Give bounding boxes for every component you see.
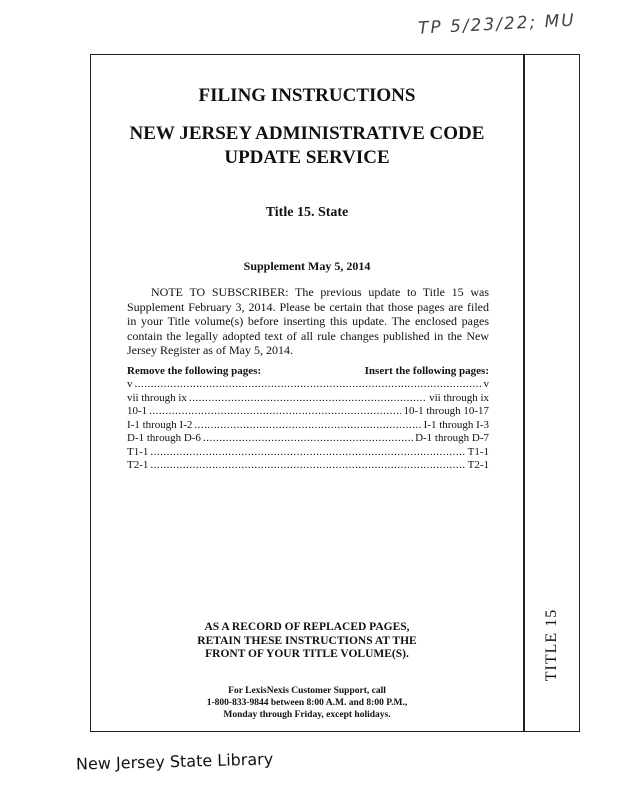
library-stamp: New Jersey State Library [75,749,274,774]
record-line: RETAIN THESE INSTRUCTIONS AT THE [197,634,417,647]
page-replacement-table [127,365,489,473]
table-row [127,446,489,460]
supplement-date: Supplement May 5, 2014 [243,259,371,273]
filing-instructions-sheet [90,54,580,732]
table-row [127,459,489,473]
remove-pages: vii through ix [127,391,187,404]
insert-pages: I-1 through I-3 [423,418,489,431]
insert-pages: vii through ix [429,391,489,404]
support-line: 1-800-833-9844 between 8:00 A.M. and 8:00 P.M., [206,698,408,708]
table-header [127,365,489,377]
remove-header: Remove the following pages: [127,365,262,377]
insert-header: Insert the following pages: [364,365,489,377]
insert-pages: v [483,378,489,390]
dot-leader [150,446,465,460]
remove-pages: T1-1 [127,445,149,458]
handwritten-annotation: TP 5/23/22; MU [417,10,577,39]
dot-leader [135,378,482,392]
remove-pages: v [127,378,133,390]
record-notice [91,621,523,662]
record-line: AS A RECORD OF REPLACED PAGES, [204,621,410,633]
record-line: FRONT OF YOUR TITLE VOLUME(S). [205,648,409,660]
tab-label: TITLE 15 [542,608,560,682]
table-row [127,405,489,419]
support-line: For LexisNexis Customer Support, call [228,686,386,696]
insert-pages: 10-1 through 10-17 [403,405,489,417]
support-line: Monday through Friday, except holidays. [223,710,391,720]
dot-leader [194,419,421,433]
subscriber-note: NOTE TO SUBSCRIBER: The previous update to Title 15 was Supplement February 3, 2014. Please be certain that those pages are filed in your Title volume(s) before inserting this update. The enclosed pages contain the legally adopted text of all rule changes published in the New Jersey Register as of May 5, 2014. [127,285,489,357]
customer-support-info [91,685,523,721]
sheet-content [91,55,523,731]
page-title: FILING INSTRUCTIONS [198,85,416,106]
insert-pages: T2-1 [467,459,489,471]
insert-pages: T1-1 [467,445,489,458]
remove-pages: I-1 through I-2 [127,418,193,431]
dot-leader [149,405,401,419]
code-title-line2: UPDATE SERVICE [224,147,390,168]
title-tab [524,55,579,731]
remove-pages: T2-1 [127,459,149,471]
remove-pages: D-1 through D-6 [127,432,201,444]
dot-leader [150,459,465,473]
code-title-line1: NEW JERSEY ADMINISTRATIVE CODE [129,123,485,144]
remove-pages: 10-1 [127,405,148,417]
dot-leader [189,392,427,406]
title-volume: Title 15. State [265,205,349,220]
table-row [127,378,489,392]
table-row [127,392,489,406]
table-row [127,432,489,446]
table-row [127,419,489,433]
insert-pages: D-1 through D-7 [415,432,489,444]
dot-leader [203,432,413,446]
